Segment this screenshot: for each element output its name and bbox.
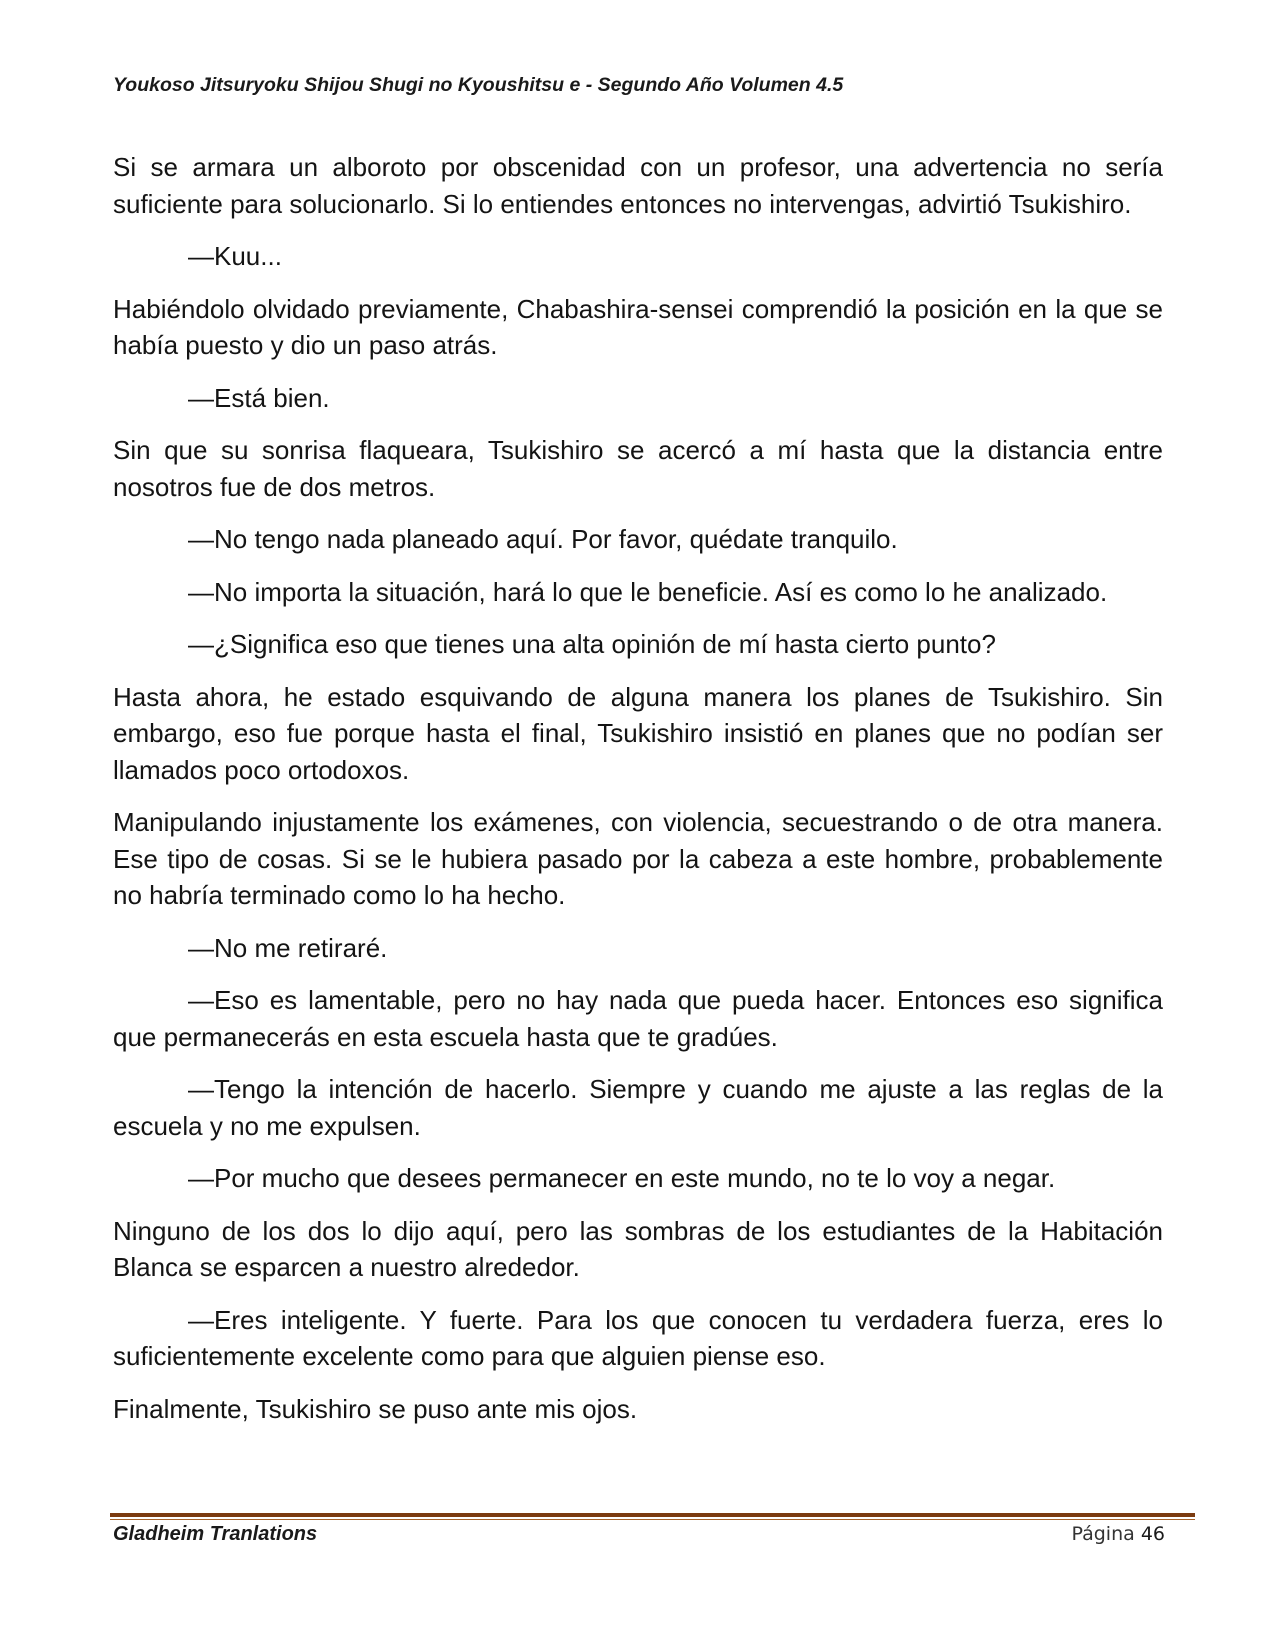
dialog-line: —No me retiraré. <box>188 932 388 963</box>
paragraph: Hasta ahora, he estado esquivando de alguna manera los planes de Tsukishiro. Sin embargo, eso fue porque hasta el final, Tsukishiro insistió en planes que no podían ser llamados poco ortodoxos. <box>113 681 1163 785</box>
dialog-line: —Por mucho que desees permanecer en este mundo, no te lo voy a negar. <box>188 1163 1056 1193</box>
page-number-value: 46 <box>1140 1523 1165 1545</box>
paragraph: Habiéndolo olvidado previamente, Chabashira-sensei comprendió la posición en la que se había puesto y dio un paso atrás. <box>113 293 1163 360</box>
running-header: Youkoso Jitsuryoku Shijou Shugi no Kyoushitsu e - Segundo Año Volumen 4.5 <box>113 74 844 96</box>
dialog-line: —Está bien. <box>188 382 330 413</box>
dialog-line: —Eres inteligente. Y fuerte. Para los que conocen tu verdadera fuerza, eres lo suficientemente excelente como para que alguien piense eso. <box>113 1304 1163 1371</box>
dialog-line: —Tengo la intención de hacerlo. Siempre y cuando me ajuste a las reglas de la escuela y no me expulsen. <box>113 1074 1163 1141</box>
paragraph: Sin que su sonrisa flaqueara, Tsukishiro se acercó a mí hasta que la distancia entre nosotros fue de dos metros. <box>113 435 1163 502</box>
dialog-line: —No importa la situación, hará lo que le beneficie. Así es como lo he analizado. <box>188 576 1108 607</box>
paragraph: Si se armara un alboroto por obscenidad con un profesor, una advertencia no sería suficiente para solucionarlo. Si lo entiendes entonces no intervengas, advirtió Tsukishiro. <box>113 152 1163 219</box>
paragraph: Manipulando injustamente los exámenes, con violencia, secuestrando o de otra manera. Ese tipo de cosas. Si se le hubiera pasado por la cabeza a este hombre, probablemente no habría terminado como lo ha hecho. <box>113 807 1163 910</box>
paragraph: Finalmente, Tsukishiro se puso ante mis ojos. <box>113 1393 638 1424</box>
footer-divider <box>110 1513 1195 1520</box>
page-body <box>113 149 1163 1443</box>
page-number <box>1071 1523 1165 1545</box>
footer-group-name: Gladheim Tranlations <box>113 1523 318 1545</box>
dialog-line: —No tengo nada planeado aquí. Por favor, quédate tranquilo. <box>188 524 898 554</box>
page-label: Página <box>1071 1523 1135 1545</box>
paragraph: Ninguno de los dos lo dijo aquí, pero las sombras de los estudiantes de la Habitación Blanca se esparcen a nuestro alrededor. <box>113 1215 1163 1282</box>
dialog-line: —Kuu... <box>188 241 282 271</box>
dialog-line: —Eso es lamentable, pero no hay nada que pueda hacer. Entonces eso significa que permanecerás en esta escuela hasta que te gradúes. <box>113 985 1163 1052</box>
dialog-line: —¿Significa eso que tienes una alta opinión de mí hasta cierto punto? <box>188 629 996 659</box>
